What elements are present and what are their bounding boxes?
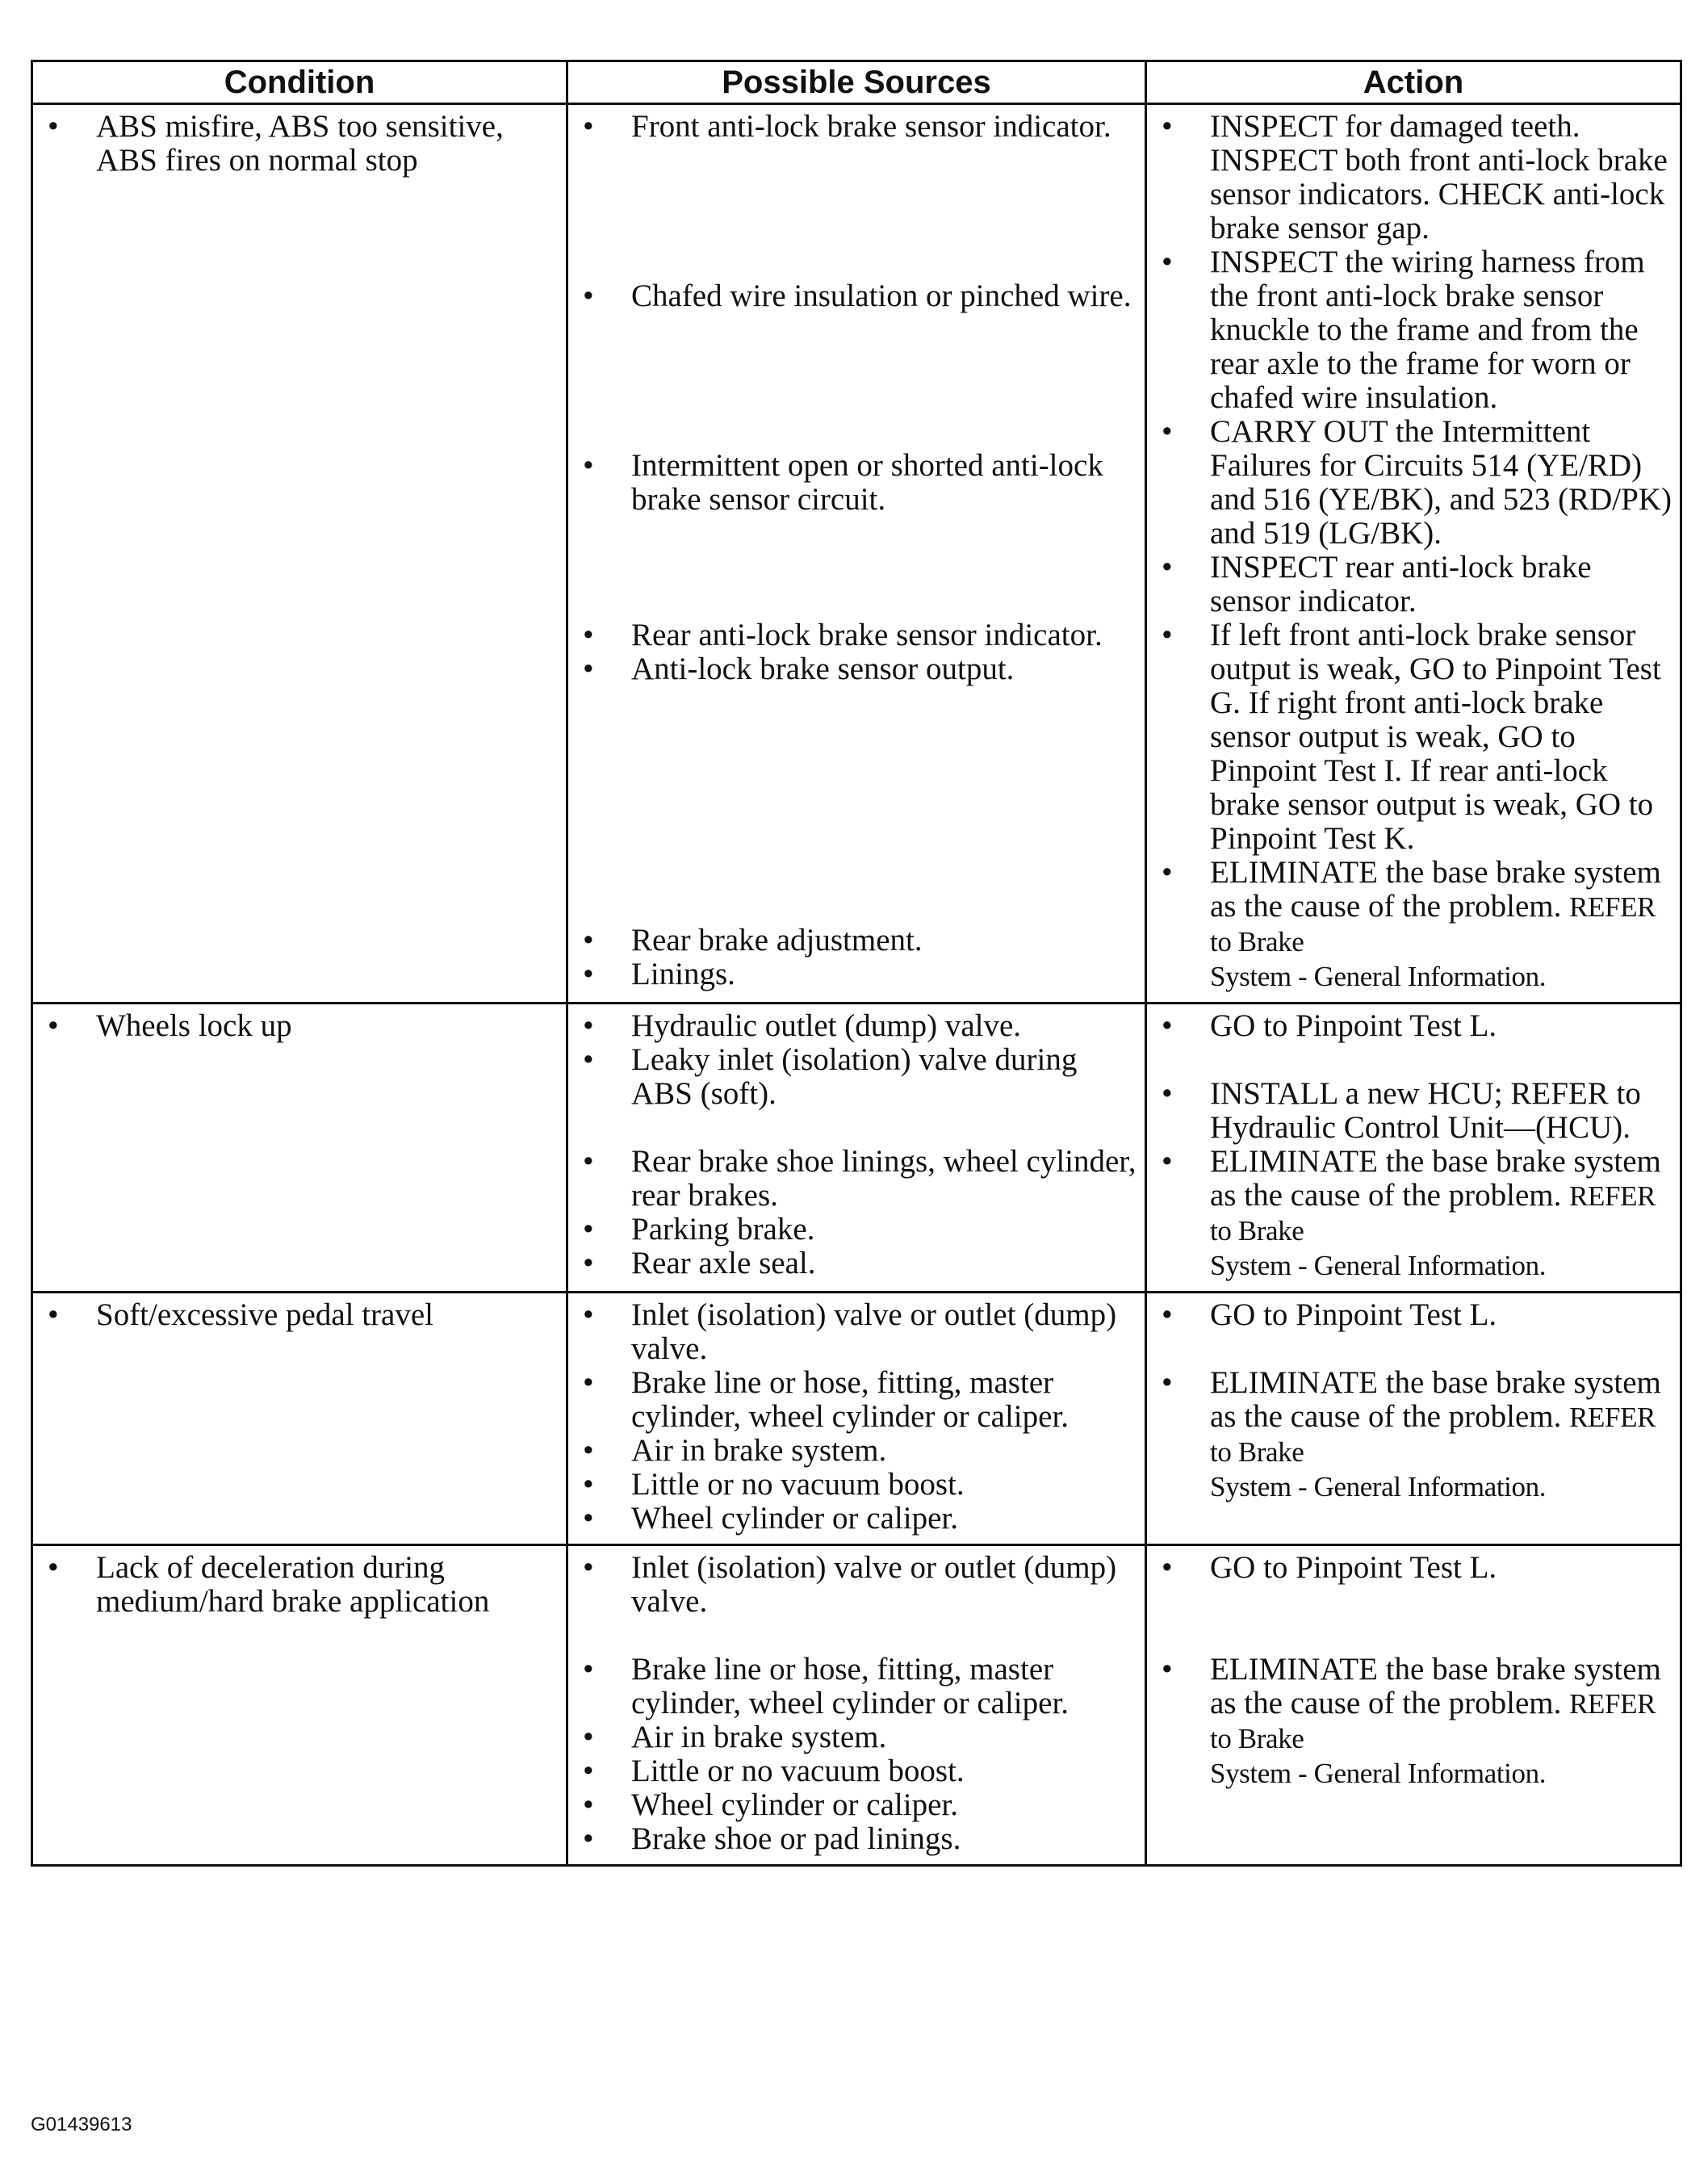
- action-text: ELIMINATE the base brake system as the cause of the problem.: [1210, 1652, 1661, 1720]
- source-text: Inlet (isolation) valve or outlet (dump) valve.: [631, 1297, 1117, 1366]
- source-item: [578, 1434, 1137, 1468]
- table-row: [32, 1545, 1681, 1866]
- bullet: •: [1162, 245, 1173, 279]
- source-item: [578, 958, 1137, 991]
- bullet: •: [48, 1297, 59, 1332]
- bullet: •: [1162, 1076, 1173, 1111]
- header-condition: Condition: [32, 61, 567, 104]
- bullet: •: [583, 1297, 594, 1332]
- condition-text: Lack of deceleration during medium/hard brake application: [96, 1550, 490, 1619]
- bullet: •: [1162, 1008, 1173, 1043]
- action-cell: [1146, 1293, 1681, 1545]
- sources-cell: [567, 1004, 1146, 1293]
- sources-cell: [567, 104, 1146, 1004]
- bullet: •: [1162, 1365, 1173, 1400]
- bullet: •: [583, 109, 594, 144]
- condition-cell: [32, 1545, 567, 1866]
- bullet: •: [1162, 618, 1173, 652]
- source-item: [578, 449, 1137, 517]
- action-item: [1157, 1077, 1672, 1145]
- source-text: Hydraulic outlet (dump) valve.: [631, 1008, 1022, 1043]
- bullet: •: [583, 1467, 594, 1502]
- source-item: [578, 652, 1137, 686]
- bullet: •: [583, 1365, 594, 1400]
- refer-text: System - General Information.: [1210, 1471, 1547, 1502]
- bullet: •: [583, 1754, 594, 1788]
- bullet: •: [583, 1433, 594, 1468]
- source-text: Wheel cylinder or caliper.: [631, 1501, 958, 1536]
- bullet: •: [583, 652, 594, 686]
- source-item: [578, 1009, 1137, 1043]
- action-text: If left front anti-lock brake sensor output is weak, GO to Pinpoint Test G. If right front anti-lock brake sensor output is weak, GO to Pinpoint Test I. If rear anti-lock brake sensor output is weak, GO to Pinpoint Test K.: [1210, 618, 1661, 856]
- source-text: Brake line or hose, fitting, master cylinder, wheel cylinder or caliper.: [631, 1652, 1070, 1720]
- source-item: [578, 1468, 1137, 1502]
- bullet: •: [1162, 1297, 1173, 1332]
- troubleshooting-table: [31, 60, 1682, 1867]
- bullet: •: [583, 1652, 594, 1687]
- action-cell: [1146, 1545, 1681, 1866]
- source-item: [578, 924, 1137, 958]
- source-text: Parking brake.: [631, 1212, 815, 1247]
- refer-text: REFER to Brake: [1210, 1402, 1656, 1468]
- bullet: •: [583, 1821, 594, 1856]
- bullet: •: [583, 1246, 594, 1280]
- condition-cell: [32, 1004, 567, 1293]
- refer-text: REFER to Brake: [1210, 1180, 1656, 1247]
- bullet: •: [1162, 855, 1173, 890]
- condition-entry: [43, 1551, 558, 1619]
- source-text: Intermittent open or shorted anti-lock brake sensor circuit.: [631, 448, 1103, 517]
- source-text: Little or no vacuum boost.: [631, 1754, 965, 1788]
- source-text: Rear axle seal.: [631, 1246, 816, 1280]
- refer-text: System - General Information.: [1210, 1250, 1547, 1281]
- table-row: [32, 1004, 1681, 1293]
- bullet: •: [583, 923, 594, 958]
- action-item: [1157, 1298, 1672, 1332]
- bullet: •: [48, 1008, 59, 1043]
- table-row: [32, 1293, 1681, 1545]
- source-text: Leaky inlet (isolation) valve during ABS (soft).: [631, 1042, 1078, 1111]
- bullet: •: [1162, 109, 1173, 144]
- action-text: CARRY OUT the Intermittent Failures for Circuits 514 (YE/RD) and 516 (YE/BK), and 523 (RD/PK) and 519 (LG/BK).: [1210, 414, 1672, 551]
- source-item: [578, 1653, 1137, 1720]
- action-item: [1157, 551, 1672, 618]
- action-item: [1157, 1551, 1672, 1585]
- condition-entry: [43, 1009, 558, 1043]
- source-text: Inlet (isolation) valve or outlet (dump) valve.: [631, 1550, 1117, 1619]
- action-item: [1157, 1653, 1672, 1791]
- refer-text: REFER to Brake: [1210, 891, 1656, 958]
- action-text: ELIMINATE the base brake system as the cause of the problem.: [1210, 855, 1661, 924]
- source-item: [578, 1145, 1137, 1213]
- source-item: [578, 1822, 1137, 1856]
- action-text: GO to Pinpoint Test L.: [1210, 1297, 1497, 1332]
- refer-text: REFER to Brake: [1210, 1688, 1656, 1754]
- source-item: [578, 1502, 1137, 1536]
- source-text: Front anti-lock brake sensor indicator.: [631, 109, 1111, 144]
- header-row: [32, 61, 1681, 104]
- condition-cell: [32, 1293, 567, 1545]
- bullet: •: [583, 279, 594, 313]
- action-text: ELIMINATE the base brake system as the cause of the problem.: [1210, 1365, 1661, 1434]
- action-item: [1157, 245, 1672, 415]
- action-item: [1157, 618, 1672, 856]
- header-possible-sources: Possible Sources: [567, 61, 1146, 104]
- bullet: •: [583, 1042, 594, 1077]
- source-item: [578, 1043, 1137, 1111]
- sources-cell: [567, 1545, 1146, 1866]
- bullet: •: [583, 1720, 594, 1754]
- condition-cell: [32, 104, 567, 1004]
- condition-entry: [43, 1298, 558, 1332]
- bullet: •: [48, 1550, 59, 1585]
- source-item: [578, 618, 1137, 652]
- bullet: •: [583, 1212, 594, 1247]
- condition-entry: [43, 110, 558, 178]
- action-item: [1157, 856, 1672, 994]
- bullet: •: [583, 448, 594, 483]
- source-item: [578, 1247, 1137, 1280]
- bullet: •: [1162, 550, 1173, 585]
- action-text: INSPECT rear anti-lock brake sensor indicator.: [1210, 550, 1592, 618]
- condition-text: ABS misfire, ABS too sensitive, ABS fires on normal stop: [96, 109, 504, 178]
- source-item: [578, 1213, 1137, 1247]
- bullet: •: [583, 1008, 594, 1043]
- source-text: Air in brake system.: [631, 1433, 887, 1468]
- bullet: •: [583, 1144, 594, 1179]
- sources-cell: [567, 1293, 1146, 1545]
- bullet: •: [583, 1550, 594, 1585]
- source-text: Brake shoe or pad linings.: [631, 1821, 961, 1856]
- action-text: INSPECT for damaged teeth. INSPECT both front anti-lock brake sensor indicators. CHECK anti-lock brake sensor gap.: [1210, 109, 1668, 245]
- source-text: Linings.: [631, 957, 735, 991]
- bullet: •: [48, 109, 59, 144]
- source-text: Brake line or hose, fitting, master cylinder, wheel cylinder or caliper.: [631, 1365, 1070, 1434]
- source-text: Rear brake adjustment.: [631, 923, 923, 958]
- source-item: [578, 1551, 1137, 1619]
- action-item: [1157, 110, 1672, 245]
- source-item: [578, 1788, 1137, 1822]
- source-text: Anti-lock brake sensor output.: [631, 652, 1015, 686]
- bullet: •: [583, 1501, 594, 1536]
- source-text: Rear brake shoe linings, wheel cylinder, rear brakes.: [631, 1144, 1137, 1213]
- bullet: •: [583, 1787, 594, 1822]
- source-text: Rear anti-lock brake sensor indicator.: [631, 618, 1103, 652]
- action-item: [1157, 1366, 1672, 1504]
- source-item: [578, 1754, 1137, 1788]
- table-row: [32, 104, 1681, 1004]
- source-text: Chafed wire insulation or pinched wire.: [631, 279, 1132, 313]
- action-cell: [1146, 1004, 1681, 1293]
- condition-text: Wheels lock up: [96, 1008, 292, 1043]
- refer-text: System - General Information.: [1210, 1758, 1547, 1789]
- bullet: •: [1162, 414, 1173, 449]
- source-text: Wheel cylinder or caliper.: [631, 1787, 958, 1822]
- header-action: Action: [1146, 61, 1681, 104]
- source-item: [578, 1366, 1137, 1434]
- figure-id: G01439613: [31, 2114, 132, 2135]
- action-cell: [1146, 104, 1681, 1004]
- bullet: •: [1162, 1550, 1173, 1585]
- action-item: [1157, 415, 1672, 551]
- source-item: [578, 110, 1137, 144]
- source-item: [578, 1720, 1137, 1754]
- action-item: [1157, 1145, 1672, 1283]
- source-item: [578, 1298, 1137, 1366]
- bullet: •: [583, 957, 594, 991]
- action-item: [1157, 1009, 1672, 1043]
- action-text: GO to Pinpoint Test L.: [1210, 1008, 1497, 1043]
- source-text: Little or no vacuum boost.: [631, 1467, 965, 1502]
- action-text: INSTALL a new HCU; REFER to Hydraulic Control Unit—(HCU).: [1210, 1076, 1641, 1145]
- condition-text: Soft/excessive pedal travel: [96, 1297, 434, 1332]
- bullet: •: [583, 618, 594, 652]
- source-text: Air in brake system.: [631, 1720, 887, 1754]
- action-text: INSPECT the wiring harness from the front anti-lock brake sensor knuckle to the frame and from the rear axle to the frame for worn or chafed wire insulation.: [1210, 245, 1645, 415]
- bullet: •: [1162, 1652, 1173, 1687]
- source-item: [578, 279, 1137, 313]
- action-text: GO to Pinpoint Test L.: [1210, 1550, 1497, 1585]
- refer-text: System - General Information.: [1210, 961, 1547, 992]
- action-text: ELIMINATE the base brake system as the cause of the problem.: [1210, 1144, 1661, 1213]
- bullet: •: [1162, 1144, 1173, 1179]
